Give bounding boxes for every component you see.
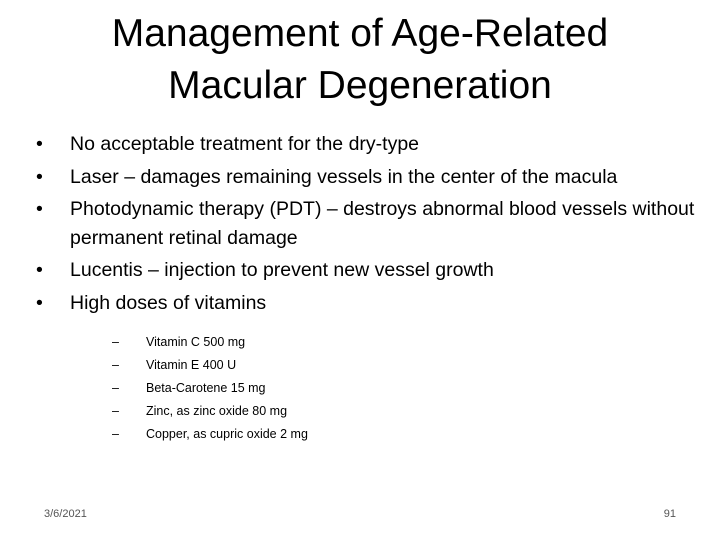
bullet-text: No acceptable treatment for the dry-type xyxy=(70,133,420,155)
vitamin-sublist xyxy=(112,331,720,446)
bullet-list xyxy=(36,130,706,450)
bullet-marker: • xyxy=(36,133,43,155)
bullet-text: Laser – damages remaining vessels in the center of the macula xyxy=(70,165,618,188)
bullet-item xyxy=(36,289,706,447)
bullet-marker: • xyxy=(36,291,43,314)
dash-marker: – xyxy=(112,381,119,395)
bullet-item xyxy=(36,130,706,159)
bullet-item xyxy=(36,163,706,192)
vitamin-item xyxy=(112,377,720,400)
page-number: 91 xyxy=(663,508,676,520)
vitamin-text: Vitamin E 400 U xyxy=(146,358,237,372)
slide-title-line-2: Macular Degeneration xyxy=(168,64,552,107)
dash-marker: – xyxy=(112,335,119,349)
bullet-marker: • xyxy=(36,165,43,188)
bullet-item xyxy=(36,195,706,252)
vitamin-item xyxy=(112,400,720,423)
vitamin-text: Copper, as cupric oxide 2 mg xyxy=(146,427,308,441)
slide-title-line-1: Management of Age-Related xyxy=(111,12,609,55)
bullet-item xyxy=(36,256,706,285)
dash-marker: – xyxy=(112,404,119,418)
vitamin-text: Zinc, as zinc oxide 80 mg xyxy=(146,404,288,418)
bullet-marker: • xyxy=(36,198,43,220)
bullet-text: High doses of vitamins xyxy=(70,291,267,314)
vitamin-item xyxy=(112,331,720,354)
dash-marker: – xyxy=(112,427,119,441)
dash-marker: – xyxy=(112,358,119,372)
bullet-marker: • xyxy=(36,259,43,281)
vitamin-text: Beta-Carotene 15 mg xyxy=(146,381,266,395)
footer-date: 3/6/2021 xyxy=(44,508,87,520)
vitamin-item xyxy=(112,423,720,446)
vitamin-text: Vitamin C 500 mg xyxy=(146,335,246,349)
bullet-text: Lucentis – injection to prevent new vessel growth xyxy=(70,259,494,281)
vitamin-item xyxy=(112,354,720,377)
bullet-text: Photodynamic therapy (PDT) – destroys abnormal blood vessels without permanent retinal damage xyxy=(70,198,695,249)
slide-title xyxy=(60,8,660,112)
